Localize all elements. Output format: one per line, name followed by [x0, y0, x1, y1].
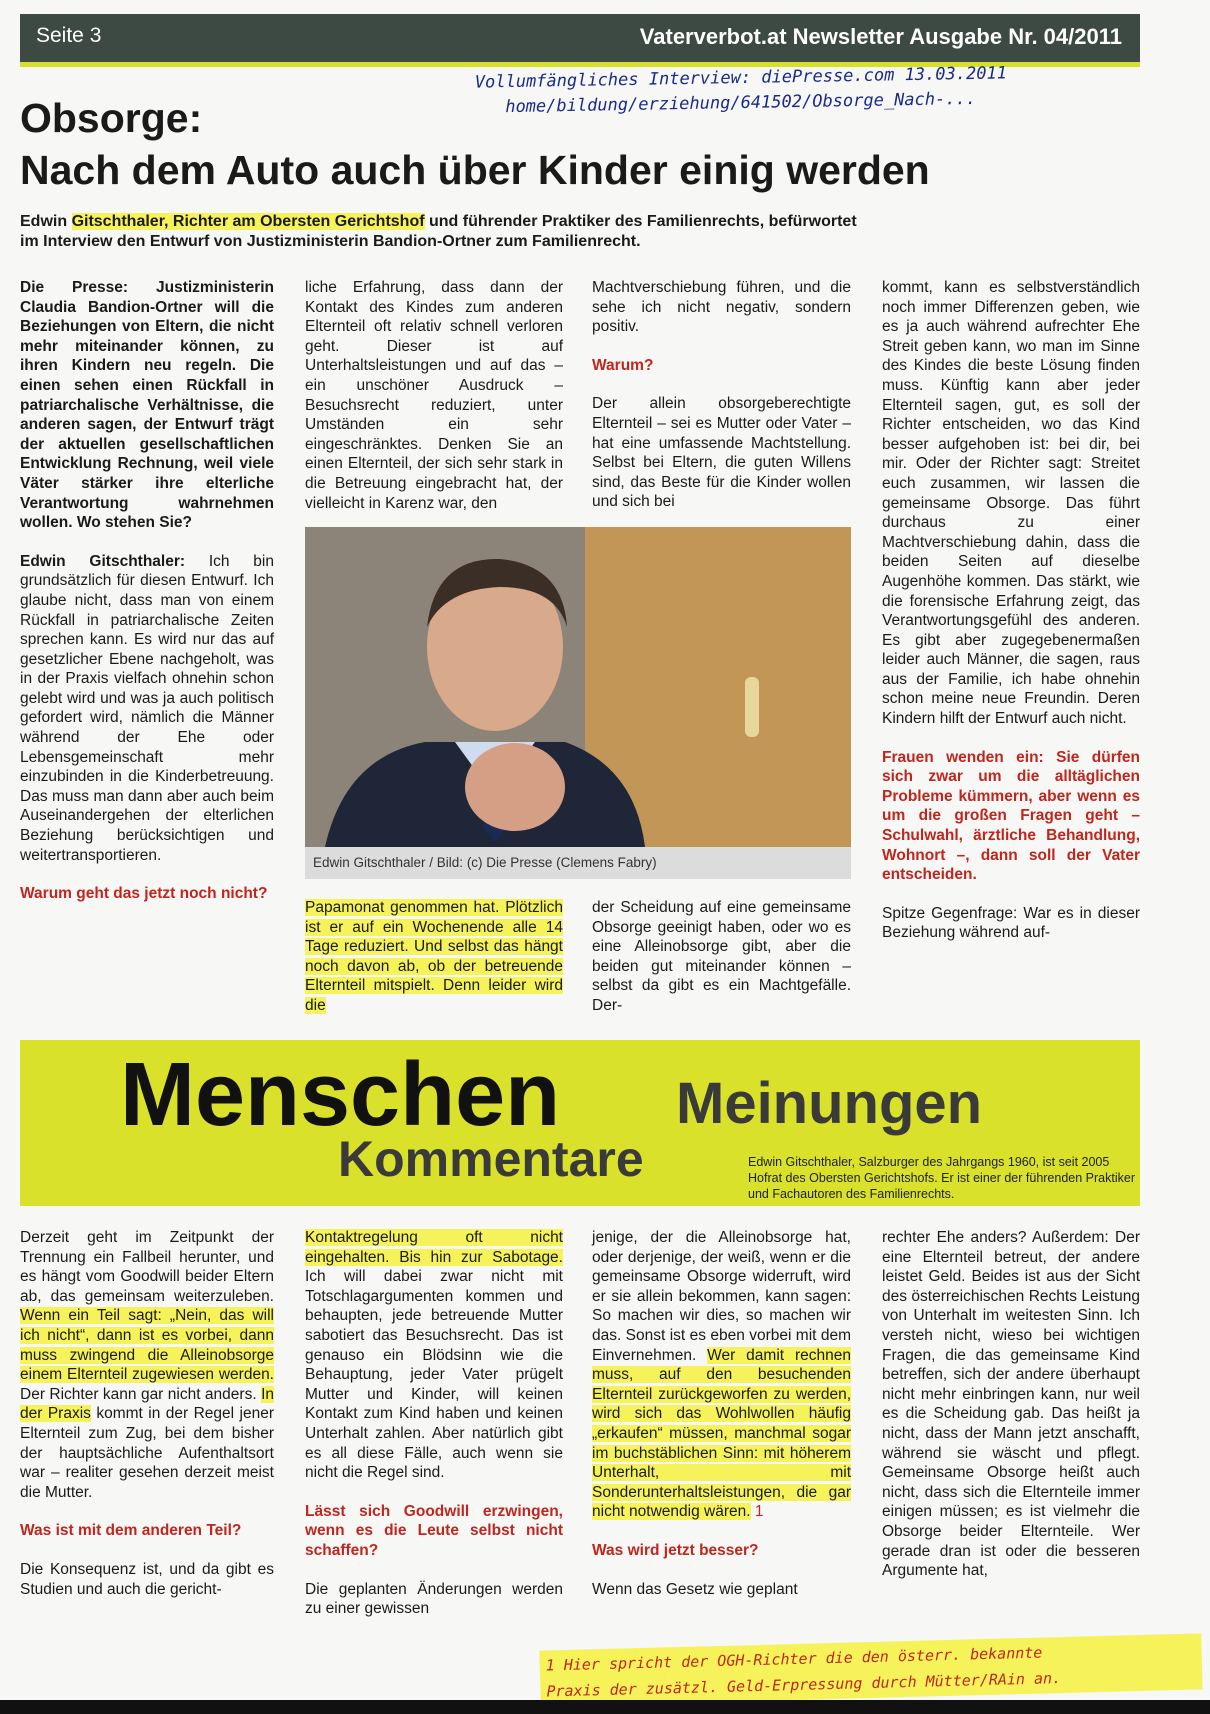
bottom-column-3: jenige, der die Alleinobsorge hat, oder derjenige, der weiß, wenn er die gemeinsame Obsorge widerruft, wird er sie allein bekommen, kann sagen: So machen wir dies, so machen wir das. Sonst ist es eben vorbei mit dem Einvernehmen. Wer damit rechnen muss, auf den besuchenden Elternteil zurückgeworfen zu werden, wird sich das Wohlwollen häufig „erkaufen“ müssen, manchmal sogar im buchstäblichen Sinn: mit höherem Unterhalt, mit Sonderunterhaltsleistungen, die gar nicht notwendig wären. 1 Was wird jetzt besser? Wenn das Gesetz wie geplant: [592, 1229, 851, 1598]
page-number: Seite 3: [36, 24, 102, 47]
question-heading: Was wird jetzt besser?: [592, 1541, 759, 1559]
article-column-3: Machtverschiebung führen, und die sehe ich nicht negativ, sondern positiv. Warum? Der allein obsorgeberechtigte Elternteil – sei es Mutter oder Vater – hat eine umfassende Machtstellung. Selbst bei Eltern, die guten Willens sind, das Beste für die Kinder wollen und sich bei: [592, 279, 851, 511]
lead-paragraph: Edwin Gitschthaler, Richter am Obersten Gerichtshof und führender Praktiker des Familienrechts, befürwortet im Interview den Entwurf von Justizministerin Bandion-Ortner zum Familienrecht.: [20, 213, 857, 250]
bottom-column-4: rechter Ehe anders? Außerdem: Der eine Elternteil betreut, der andere leistet Geld. Beides ist aus der Sicht des österreichischen Rechts Leistung von Unterhalt im weitesten Sinn. Ich versteh nicht, wieso bei wichtigen Fragen, die das gemeinsame Kind betreffen, sich der andere überhaupt nicht mehr einbringen kann, nur weil es die Scheidung gab. Das heißt ja nicht, dass der Mann jetzt anschafft, während sie wäscht und pflegt. Gemeinsame Obsorge heißt auch nicht, dass sich die Elternteile immer einigen müssen; es ist vielmehr die Obsorge beider Elternteile. Wer gerade dran ist oder die besseren Argumente hat,: [882, 1229, 1140, 1580]
article-column-4: kommt, kann es selbstverständlich noch immer Differenzen geben, wie es ja auch während aufrechter Ehe Streit geben kann, wo man im Sinne des Kindes die beste Lösung finden muss. Künftig kann aber jeder Elternteil sagen, gut, es soll der Richter entscheiden, wo das Kind besser aufgehoben ist: bei dir, bei mir. Oder der Richter sagt: Streitet euch zusammen, wir lassen die gemeinsame Obsorge. Das führt durchaus zu einer Machtverschiebung dahin, dass die beiden Seiten auf dieselbe Augenhöhe kommen. Das stärkt, wie die forensische Erfahrung zeigt, das Verantwortungsgefühl des anderen. Es gibt aber zugegebenermaßen leider auch Männer, die sagen, raus aus der Familie, ich habe ohnehin schon meine neue Freundin. Deren Kindern hilft der Entwurf auch nicht. Frauen wenden ein: Sie dürfen sich zwar um die alltäglichen Probleme kümmern, aber wenn es um die großen Fragen geht – Schulwahl, ärztliche Behandlung, Wohnort –, dann soll der Vater entscheiden. Spitze Gegenfrage: War es in dieser Beziehung während auf-: [882, 279, 1140, 942]
scan-edge: [0, 1700, 1210, 1714]
banner-title-menschen: Menschen: [120, 1045, 561, 1145]
page-header: [20, 14, 1140, 67]
question-heading: Warum?: [592, 356, 654, 374]
question-heading: Frauen wenden ein: Sie dürfen sich zwar um die alltäglichen Probleme kümmern, aber wenn es um die großen Fragen geht – Schulwahl, ärztliche Behandlung, Wohnort –, dann soll der Vater entscheiden.: [882, 748, 1140, 884]
bottom-column-1: Derzeit geht im Zeitpunkt der Trennung ein Fallbeil herunter, und es hängt vom Goodwill beider Eltern ab, das gemeinsam weiterzuleben. Wenn ein Teil sagt: „Nein, das will ich nicht“, dann ist es vorbei, dann muss zwingend die Alleinobsorge einem Elternteil zugewiesen werden. Der Richter kann gar nicht anders. In der Praxis kommt in der Regel jener Elternteil zum Zug, bei dem bisher der hauptsächliche Aufenthaltsort war – realiter gesehen derzeit meist die Mutter. Was ist mit dem anderen Teil? Die Konsequenz ist, und da gibt es Studien und auch die gericht-: [20, 1229, 274, 1598]
banner-title-kommentare: Kommentare: [338, 1131, 644, 1187]
question-heading: Was ist mit dem anderen Teil?: [20, 1522, 242, 1540]
article-column-2: liche Erfahrung, dass dann der Kontakt des Kindes zum anderen Elternteil oft relativ schnell verloren geht. Dieser ist auf Unterhaltsleistungen und auf das – ein unschöner Ausdruck – Besuchsrecht reduziert, unter Umständen ein sehr eingeschränktes. Denken Sie an einen Elternteil, der sich sehr stark in die Betreuung eingebracht hat, der vielleicht in Karenz war, den: [305, 279, 563, 512]
portrait-illustration: [305, 527, 851, 847]
page-title: Obsorge: Nach dem Auto auch über Kinder einig werden: [20, 95, 930, 193]
question-heading: Lässt sich Goodwill erzwingen, wenn es die Leute selbst nicht schaffen?: [305, 1502, 563, 1559]
portrait-photo: [305, 527, 851, 847]
photo-caption: Edwin Gitschthaler / Bild: (c) Die Presse (Clemens Fabry): [305, 847, 851, 879]
question-heading: Warum geht das jetzt noch nicht?: [20, 885, 268, 903]
banner-title-meinungen: Meinungen: [676, 1071, 983, 1136]
handwritten-source-note: Vollumfängliches Interview: diePresse.com 13.03.2011 home/bildung/erziehung/641502/Obsorge_Nach-...: [474, 63, 1008, 118]
article-column-3-cont: der Scheidung auf eine gemeinsame Obsorge geeinigt haben, oder wo es eine Alleinobsorge gibt, aber die beiden gut miteinander können – selbst da gibt es ein Machtgefälle. Der-: [592, 899, 851, 1014]
article-column-2-cont: Papamonat genommen hat. Plötzlich ist er auf ein Wochenende alle 14 Tage reduziert. Und selbst das hängt noch davon ab, ob der betreuende Elternteil mitspielt. Denn leider wird die: [305, 899, 563, 1014]
author-bio: Edwin Gitschthaler, Salzburger des Jahrgangs 1960, ist seit 2005 Hofrat des Obersten Gerichtshofs. Er ist einer der führenden Praktiker und Fachautoren des Familienrechts.: [748, 1155, 1135, 1201]
handwritten-footnote: 1 Hier spricht der OGH-Richter die den österr. bekannte Praxis der zusätzl. Geld-Erpressung durch Mütter/RAin an.: [539, 1633, 1202, 1706]
article-column-1: Die Presse: Justizministerin Claudia Bandion-Ortner will die Beziehungen von Eltern, die nicht mehr miteinander können, zu ihren Kindern neu regeln. Die einen sehen einen Rückfall in patriarchalische Verhältnisse, die anderen sagen, der Entwurf trägt der aktuellen gesellschaftlichen Entwicklung Rechnung, weil viele Väter stärker ihre elterliche Verantwortung wahrnehmen wollen. Wo stehen Sie? Edwin Gitschthaler: Ich bin grundsätzlich für diesen Entwurf. Ich glaube nicht, dass man von einem Rückfall in patriarchalische Zeiten sprechen kann. Es wird nur das auf gesetzlicher Ebene nachgeholt, was in der Praxis vielfach ohnehin schon gelebt wird und was ja auch politisch gefordert wird, nämlich die Männer während der Ehe oder Lebensgemeinschaft mehr einzubinden in die Kinderbetreuung. Das muss man dann aber auch beim Auseinandergehen der elterlichen Beziehung berücksichtigen und weitertransportieren. Warum geht das jetzt noch nicht?: [20, 279, 274, 903]
newsletter-title: Vaterverbot.at Newsletter Ausgabe Nr. 04/2011: [639, 24, 1122, 49]
bottom-column-2: Kontaktregelung oft nicht eingehalten. Bis hin zur Sabotage. Ich will dabei zwar nicht mit Totschlagargumenten kommen und behaupten, jede betreuende Mutter sabotiert das Besuchsrecht. Das ist genauso ein Blödsinn wie die Behauptung, jeder Vater prügelt Mutter und Kinder, will keinen Kontakt zum Kind haben und keinen Unterhalt zahlen. Aber natürlich gibt es all diese Fälle, auch wenn sie nicht die Regel sind. Lässt sich Goodwill erzwingen, wenn es die Leute selbst nicht schaffen? Die geplanten Änderungen werden zu einer gewissen: [305, 1229, 563, 1618]
